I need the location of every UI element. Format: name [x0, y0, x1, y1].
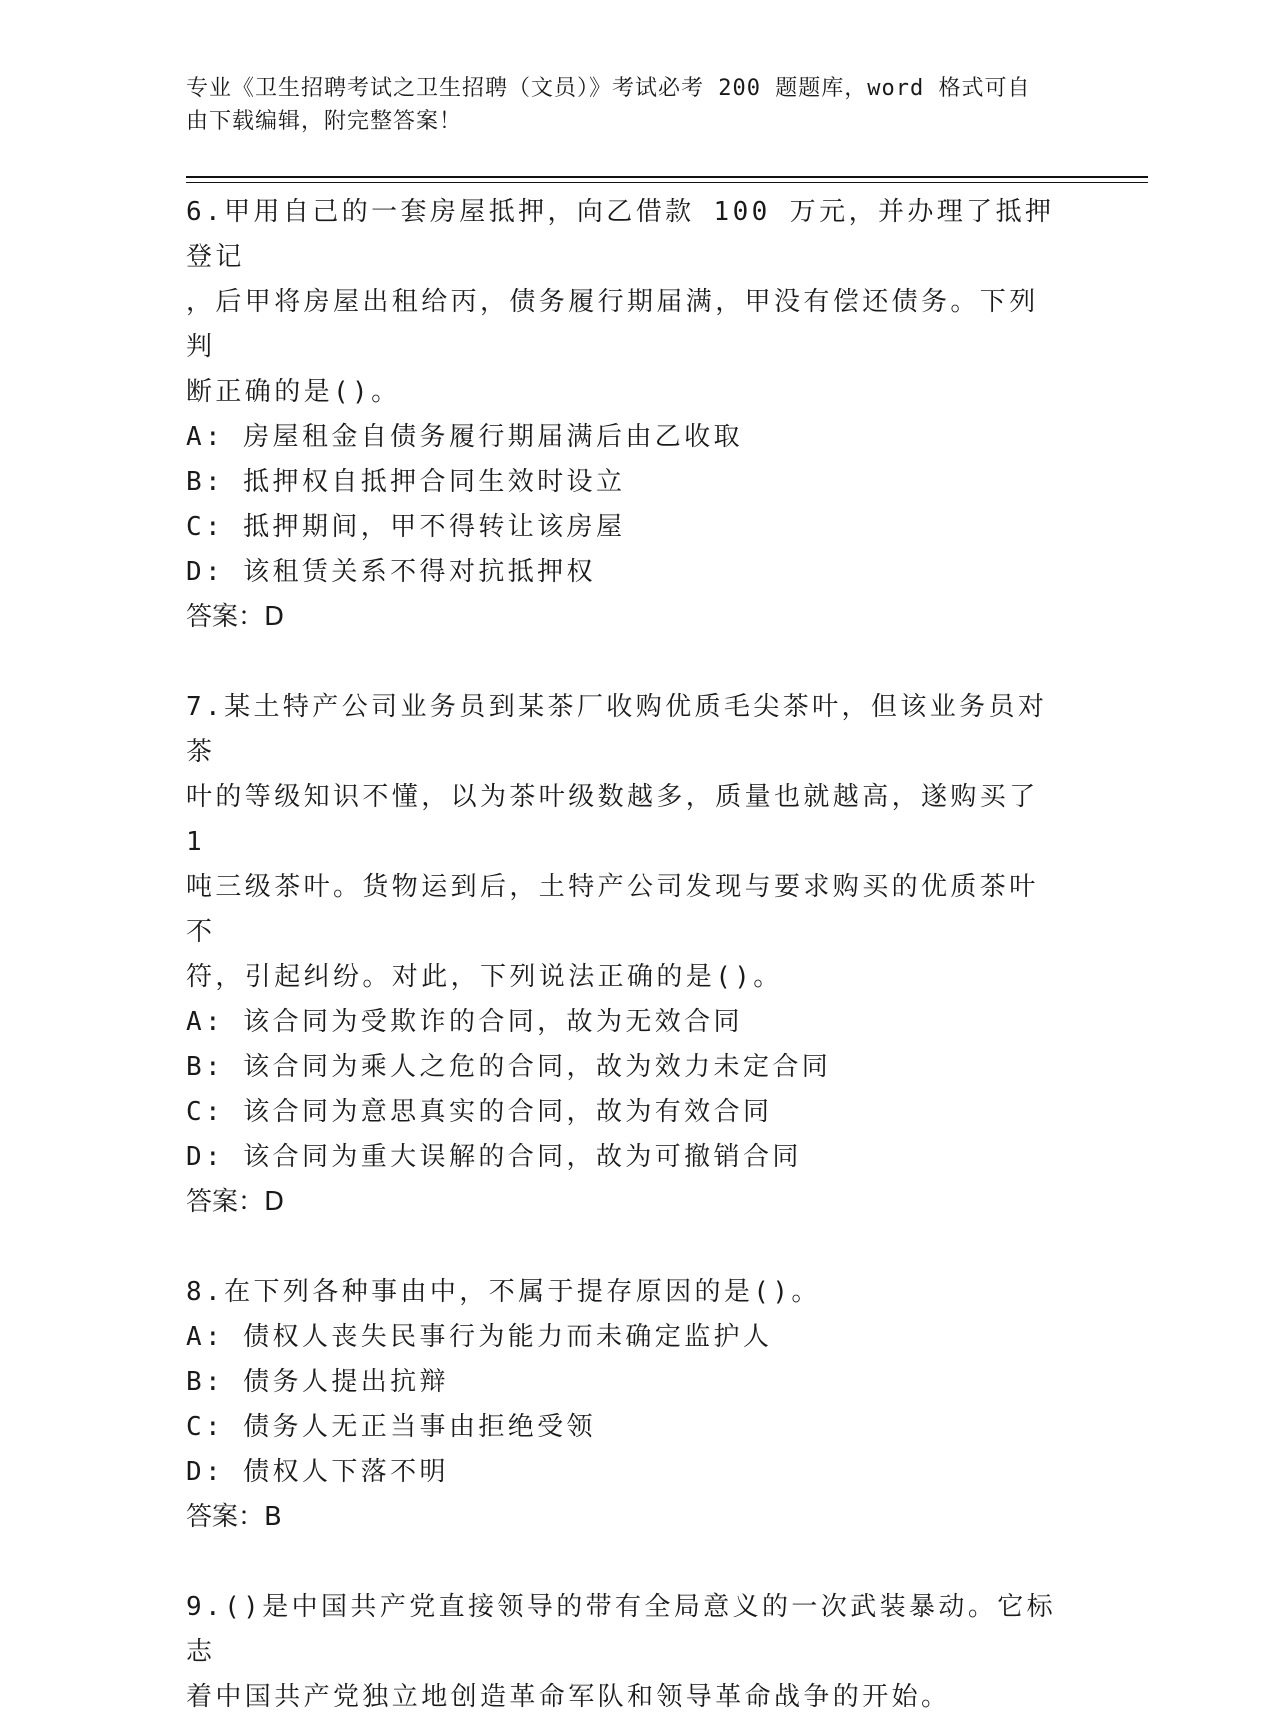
- question-stem-line: 叶的等级知识不懂，以为茶叶级数越多，质量也就越高，遂购买了 1: [186, 782, 1039, 857]
- option-a: A: 该合同为受欺诈的合同，故为无效合同: [186, 1007, 743, 1037]
- option-d: D: 该租赁关系不得对抗抵押权: [186, 557, 596, 587]
- header-line-2: 由下载编辑，附完整答案！: [186, 109, 463, 134]
- option-c: C: 该合同为意思真实的合同，故为有效合同: [186, 1097, 773, 1127]
- question-stem-line: 8.在下列各种事由中，不属于提存原因的是()。: [186, 1277, 821, 1307]
- option-c: C: 债务人无正当事由拒绝受领: [186, 1412, 596, 1442]
- answer: 答案：B: [186, 1502, 282, 1532]
- option-d: D: 该合同为重大误解的合同，故为可撤销合同: [186, 1142, 802, 1172]
- spacer: [186, 1225, 1066, 1270]
- option-c: C: 抵押期间，甲不得转让该房屋: [186, 512, 626, 542]
- option-b: B: 抵押权自抵押合同生效时设立: [186, 467, 626, 497]
- option-b: B: 该合同为乘人之危的合同，故为效力未定合同: [186, 1052, 832, 1082]
- question-stem-line: 断正确的是()。: [186, 377, 401, 407]
- question-stem-line: 9.()是中国共产党直接领导的带有全局意义的一次武装暴动。它标志: [186, 1592, 1057, 1667]
- answer: 答案：D: [186, 1187, 285, 1217]
- option-b: B: 债务人提出抗辩: [186, 1367, 449, 1397]
- question-stem-line: 着中国共产党独立地创造革命军队和领导革命战争的开始。: [186, 1682, 951, 1712]
- question-stem-line: 7.某土特产公司业务员到某茶厂收购优质毛尖茶叶，但该业务员对茶: [186, 692, 1048, 767]
- header-divider-thin: [186, 182, 1148, 183]
- question-stem-line: 符，引起纠纷。对此，下列说法正确的是()。: [186, 962, 783, 992]
- question-list: [186, 190, 1066, 1720]
- question-7: [186, 685, 1066, 1225]
- spacer: [186, 640, 1066, 685]
- option-a: A: 房屋租金自债务履行期届满后由乙收取: [186, 422, 743, 452]
- question-stem-line: 吨三级茶叶。货物运到后，土特产公司发现与要求购买的优质茶叶不: [186, 872, 1039, 947]
- option-d: D: 债权人下落不明: [186, 1457, 449, 1487]
- question-8: [186, 1270, 1066, 1540]
- question-stem-line: ，后甲将房屋出租给丙，债务履行期届满，甲没有偿还债务。下列判: [186, 287, 1039, 362]
- question-9: [186, 1585, 1066, 1720]
- question-6: [186, 190, 1066, 640]
- spacer: [186, 1540, 1066, 1585]
- header-line-1: 专业《卫生招聘考试之卫生招聘（文员）》考试必考 200 题题库，word 格式可自: [186, 76, 1031, 101]
- option-a: A: 债权人丧失民事行为能力而未确定监护人: [186, 1322, 773, 1352]
- question-stem-line: 6.甲用自己的一套房屋抵押，向乙借款 100 万元，并办理了抵押登记: [186, 197, 1055, 272]
- answer: 答案：D: [186, 602, 285, 632]
- document-header: [186, 72, 1066, 138]
- header-divider-thick: [186, 176, 1148, 178]
